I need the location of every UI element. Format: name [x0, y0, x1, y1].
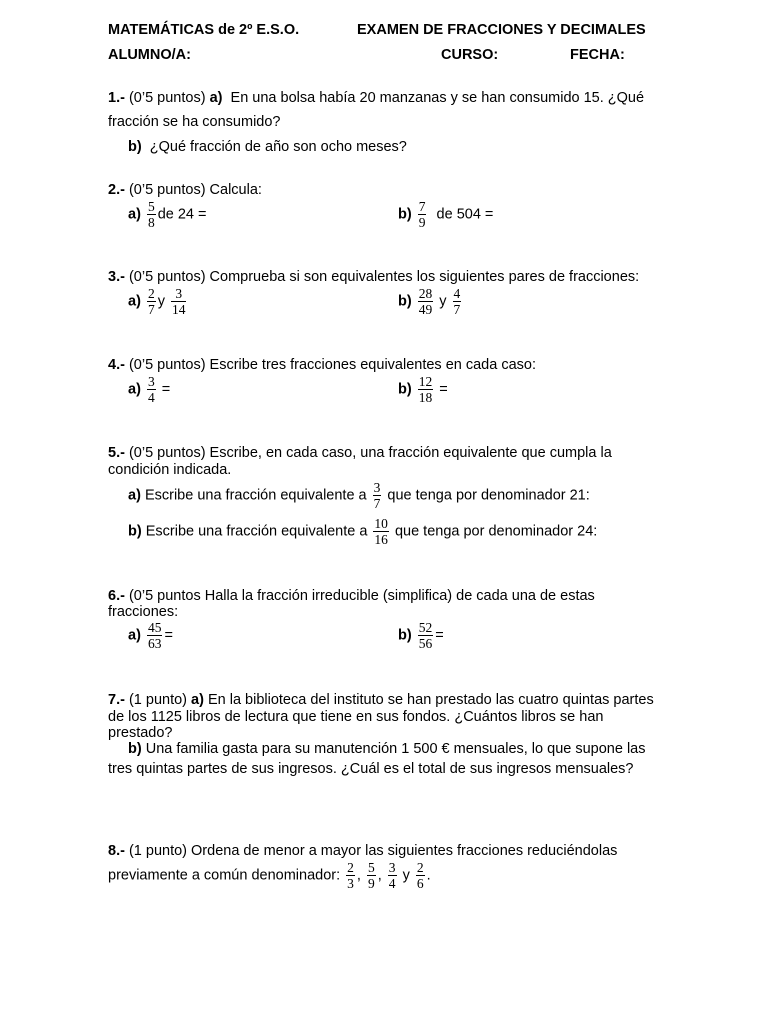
question-7-line-1 [108, 692, 654, 709]
question-8-text: (1 punto) Ordena de menor a mayor las siguientes fracciones reduciéndolas [128, 843, 618, 859]
subject-title: MATEMÁTICAS de 2º E.S.O. [108, 22, 300, 38]
fraction [346, 861, 355, 890]
question-5-intro [108, 445, 612, 462]
question-7-number: 7.- [108, 692, 125, 708]
question-3-text: (0’5 puntos) Comprueba si son equivalentes los siguientes pares de fracciones: [128, 269, 640, 285]
question-8-number: 8.- [108, 843, 125, 859]
denominator: 6 [416, 876, 424, 891]
question-5-intro-2: condición indicada. [108, 462, 232, 478]
fraction [453, 287, 462, 316]
numerator: 3 [388, 860, 396, 875]
fraction [418, 621, 434, 650]
question-6-a [128, 621, 173, 650]
denominator: 8 [147, 215, 155, 230]
numerator: 3 [373, 480, 381, 495]
numerator: 7 [418, 199, 426, 214]
question-3-b-label: b) [398, 293, 412, 310]
denominator: 4 [388, 876, 396, 891]
question-2-a-text: de 24 = [157, 206, 207, 223]
equals-sign: = [164, 627, 173, 644]
question-1-b [128, 139, 407, 156]
question-5-a [128, 481, 590, 510]
fraction [388, 861, 397, 890]
numerator: 4 [453, 286, 461, 301]
fraction [147, 200, 156, 229]
fraction [418, 375, 434, 404]
question-7-b-text-2: tres quintas partes de sus ingresos. ¿Cuál es el total de sus ingresos mensuales? [108, 761, 634, 777]
question-8-line-2 [108, 861, 431, 890]
fraction [147, 287, 156, 316]
denominator: 16 [374, 532, 388, 547]
fraction [147, 375, 156, 404]
question-7-b-text: Una familia gasta para su manutención 1 500 € mensuales, lo que supone las [145, 741, 646, 757]
fraction [373, 481, 382, 510]
question-5-text: (0’5 puntos) Escribe, en cada caso, una fracción equivalente que cumpla la [128, 445, 612, 461]
denominator: 18 [418, 390, 433, 405]
question-5-b [128, 517, 597, 546]
question-5-a-label: a) [128, 487, 141, 504]
denominator: 14 [171, 302, 186, 317]
date-label: FECHA: [570, 47, 625, 63]
question-3-a-label: a) [128, 293, 141, 310]
denominator: 49 [418, 302, 433, 317]
question-5-number: 5.- [108, 445, 125, 461]
question-4-intro [108, 357, 536, 374]
denominator: 56 [418, 636, 433, 651]
numerator: 12 [418, 374, 433, 389]
numerator: 10 [374, 516, 388, 531]
conjunction-y: y [402, 867, 410, 884]
denominator: 7 [147, 302, 155, 317]
question-3-a [128, 287, 188, 316]
comma: , [377, 867, 382, 884]
question-1-line-1 [108, 90, 644, 107]
fraction [171, 287, 187, 316]
exam-title: EXAMEN DE FRACCIONES Y DECIMALES [357, 22, 646, 38]
question-2-b-label: b) [398, 206, 412, 223]
fraction [418, 287, 434, 316]
question-7-b-label: b) [128, 741, 142, 757]
question-7-a-text-3: prestado? [108, 725, 173, 741]
equals-sign: = [439, 381, 448, 398]
denominator: 3 [347, 876, 354, 891]
denominator: 63 [147, 636, 162, 651]
question-1-a-label: a) [209, 90, 223, 106]
question-2-a-label: a) [128, 206, 141, 223]
question-8-intro [108, 843, 617, 860]
equals-sign: = [161, 381, 171, 398]
question-6-b-label: b) [398, 627, 412, 644]
question-1-a-text-2: fracción se ha consumido? [108, 114, 281, 130]
denominator: 4 [147, 390, 155, 405]
fraction [373, 517, 389, 546]
numerator: 45 [147, 620, 162, 635]
comma: , [356, 867, 361, 884]
question-7-a-label: a) [191, 692, 204, 708]
question-4-a [128, 375, 170, 404]
question-2-number: 2.- [108, 182, 125, 198]
denominator: 7 [373, 496, 381, 511]
fraction [367, 861, 376, 890]
question-1-b-text: ¿Qué fracción de año son ocho meses? [149, 139, 407, 155]
question-6-text: (0’5 puntos Halla la fracción irreducible (simplifica) de cada una de estas [128, 588, 595, 604]
question-6-a-label: a) [128, 627, 141, 644]
question-1-points: (0’5 puntos) [128, 90, 206, 106]
denominator: 9 [418, 215, 426, 230]
fraction [147, 621, 163, 650]
equals-sign: = [435, 627, 444, 644]
question-2-b [398, 200, 493, 229]
denominator: 9 [367, 876, 375, 891]
numerator: 52 [418, 620, 433, 635]
question-4-b [398, 375, 448, 404]
course-label: CURSO: [441, 47, 499, 63]
question-5-b-label: b) [128, 523, 142, 540]
numerator: 28 [418, 286, 433, 301]
question-6-number: 6.- [108, 588, 125, 604]
question-4-text: (0’5 puntos) Escribe tres fracciones equivalentes en cada caso: [128, 357, 536, 373]
student-label: ALUMNO/A: [108, 47, 191, 63]
question-1-b-label: b) [128, 139, 142, 155]
numerator: 2 [147, 286, 155, 301]
question-5-b-text: Escribe una fracción equivalente a [145, 523, 368, 540]
numerator: 3 [147, 374, 155, 389]
question-4-number: 4.- [108, 357, 125, 373]
question-3-number: 3.- [108, 269, 125, 285]
period: . [426, 867, 431, 884]
question-3-intro [108, 269, 639, 286]
numerator: 2 [347, 860, 354, 875]
question-6-intro-2: fracciones: [108, 604, 179, 620]
question-6-b [398, 621, 444, 650]
conjunction-y: y [157, 293, 165, 310]
question-4-a-label: a) [128, 381, 141, 398]
fraction [418, 200, 427, 229]
question-5-a-text: Escribe una fracción equivalente a [144, 487, 367, 504]
question-7-points: (1 punto) [128, 692, 187, 708]
question-2-intro [108, 182, 262, 199]
question-3-b [398, 287, 463, 316]
question-5-b-condition: que tenga por denominador 24: [394, 523, 598, 540]
question-7-a-text-2: de los 1125 libros de lectura que tiene en sus fondos. ¿Cuántos libros se han [108, 709, 604, 725]
numerator: 2 [416, 860, 424, 875]
denominator: 7 [453, 302, 461, 317]
numerator: 5 [367, 860, 375, 875]
question-5-a-condition: que tenga por denominador 21: [387, 487, 590, 504]
question-1-a-text: En una bolsa había 20 manzanas y se han consumido 15. ¿Qué [230, 90, 645, 106]
numerator: 3 [171, 287, 187, 302]
question-7-b [128, 741, 645, 758]
question-2-text: (0’5 puntos) Calcula: [128, 182, 262, 198]
question-2-a [128, 200, 206, 229]
conjunction-y: y [439, 293, 447, 310]
question-2-b-text: de 504 = [436, 206, 494, 223]
question-4-b-label: b) [398, 381, 412, 398]
question-1-number: 1.- [108, 90, 125, 106]
fraction [416, 861, 425, 890]
question-6-intro [108, 588, 595, 605]
question-8-text-2: previamente a común denominador: [108, 867, 341, 884]
question-7-a-text: En la biblioteca del instituto se han prestado las cuatro quintas partes [207, 692, 654, 708]
numerator: 5 [147, 199, 155, 214]
